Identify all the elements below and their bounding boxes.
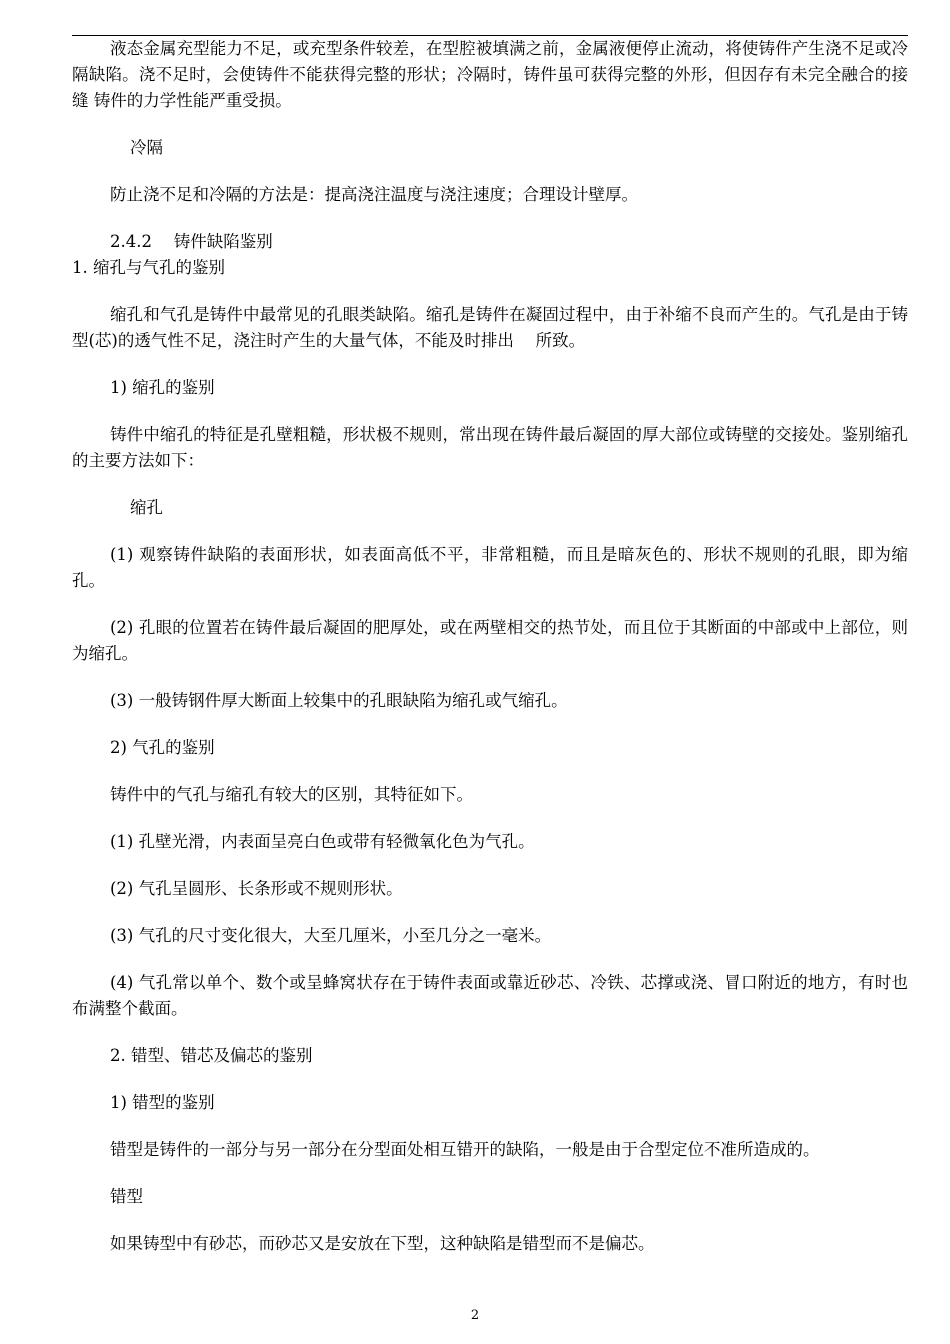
list-item-gas-4: (4) 气孔常以单个、数个或呈蜂窝状存在于铸件表面或靠近砂芯、冷铁、芯撑或浇、冒口附近的地方，有时也布满整个截面。 — [72, 973, 908, 1018]
paragraph-mismatch-core: 如果铸型中有砂芯，而砂芯又是安放在下型，这种缺陷是错型而不是偏芯。 — [110, 1234, 655, 1253]
figure-caption-mismatch: 错型 — [110, 1187, 143, 1206]
heading-mismatch-identification: 1) 错型的鉴别 — [110, 1093, 215, 1112]
document-body — [72, 36, 908, 1257]
heading-gas-pore-identification: 2) 气孔的鉴别 — [110, 738, 215, 757]
list-item-gas-2: (2) 气孔呈圆形、长条形或不规则形状。 — [110, 879, 403, 898]
paragraph-pores-overview: 缩孔和气孔是铸件中最常见的孔眼类缺陷。缩孔是铸件在凝固过程中，由于补缩不良而产生的。气孔是由于铸型(芯)的透气性不足，浇注时产生的大量气体，不能及时排出 所致。 — [72, 305, 908, 350]
figure-caption-shrinkage: 缩孔 — [130, 498, 163, 517]
subsection-heading-2: 2. 错型、错芯及偏芯的鉴别 — [110, 1046, 313, 1065]
heading-shrinkage-identification: 1) 缩孔的鉴别 — [110, 378, 215, 397]
page-number: 2 — [470, 1308, 480, 1323]
paragraph-cold-shut-intro: 液态金属充型能力不足，或充型条件较差，在型腔被填满之前，金属液便停止流动，将使铸件产生浇不足或冷隔缺陷。浇不足时，会使铸件不能获得完整的形状；冷隔时，铸件虽可获得完整的外形，但因存有未完全融合的接缝 铸件的力学性能严重受损。 — [72, 39, 908, 110]
paragraph-mismatch-definition: 错型是铸件的一部分与另一部分在分型面处相互错开的缺陷，一般是由于合型定位不准所造成的。 — [110, 1140, 820, 1159]
list-item-gas-1: (1) 孔壁光滑，内表面呈亮白色或带有轻微氧化色为气孔。 — [110, 832, 535, 851]
paragraph-gas-pore-features: 铸件中的气孔与缩孔有较大的区别，其特征如下。 — [110, 785, 473, 804]
list-item-shrinkage-2: (2) 孔眼的位置若在铸件最后凝固的肥厚处，或在两壁相交的热节处，而且位于其断面的中部或中上部位，则为缩孔。 — [72, 618, 908, 663]
paragraph-prevention: 防止浇不足和冷隔的方法是：提高浇注温度与浇注速度；合理设计壁厚。 — [110, 185, 638, 204]
list-item-shrinkage-1: (1) 观察铸件缺陷的表面形状，如表面高低不平，非常粗糙，而且是暗灰色的、形状不规则的孔眼，即为缩孔。 — [72, 545, 908, 590]
paragraph-shrinkage-features: 铸件中缩孔的特征是孔壁粗糙，形状极不规则，常出现在铸件最后凝固的厚大部位或铸壁的交接处。鉴别缩孔的主要方法如下： — [72, 425, 908, 470]
subsection-heading-1: 1. 缩孔与气孔的鉴别 — [72, 258, 225, 277]
list-item-gas-3: (3) 气孔的尺寸变化很大，大至几厘米，小至几分之一毫米。 — [110, 926, 552, 945]
section-heading-2-4-2: 2.4.2 铸件缺陷鉴别 — [110, 232, 273, 251]
list-item-shrinkage-3: (3) 一般铸钢件厚大断面上较集中的孔眼缺陷为缩孔或气缩孔。 — [110, 691, 568, 710]
figure-caption-cold-shut: 冷隔 — [130, 138, 163, 157]
